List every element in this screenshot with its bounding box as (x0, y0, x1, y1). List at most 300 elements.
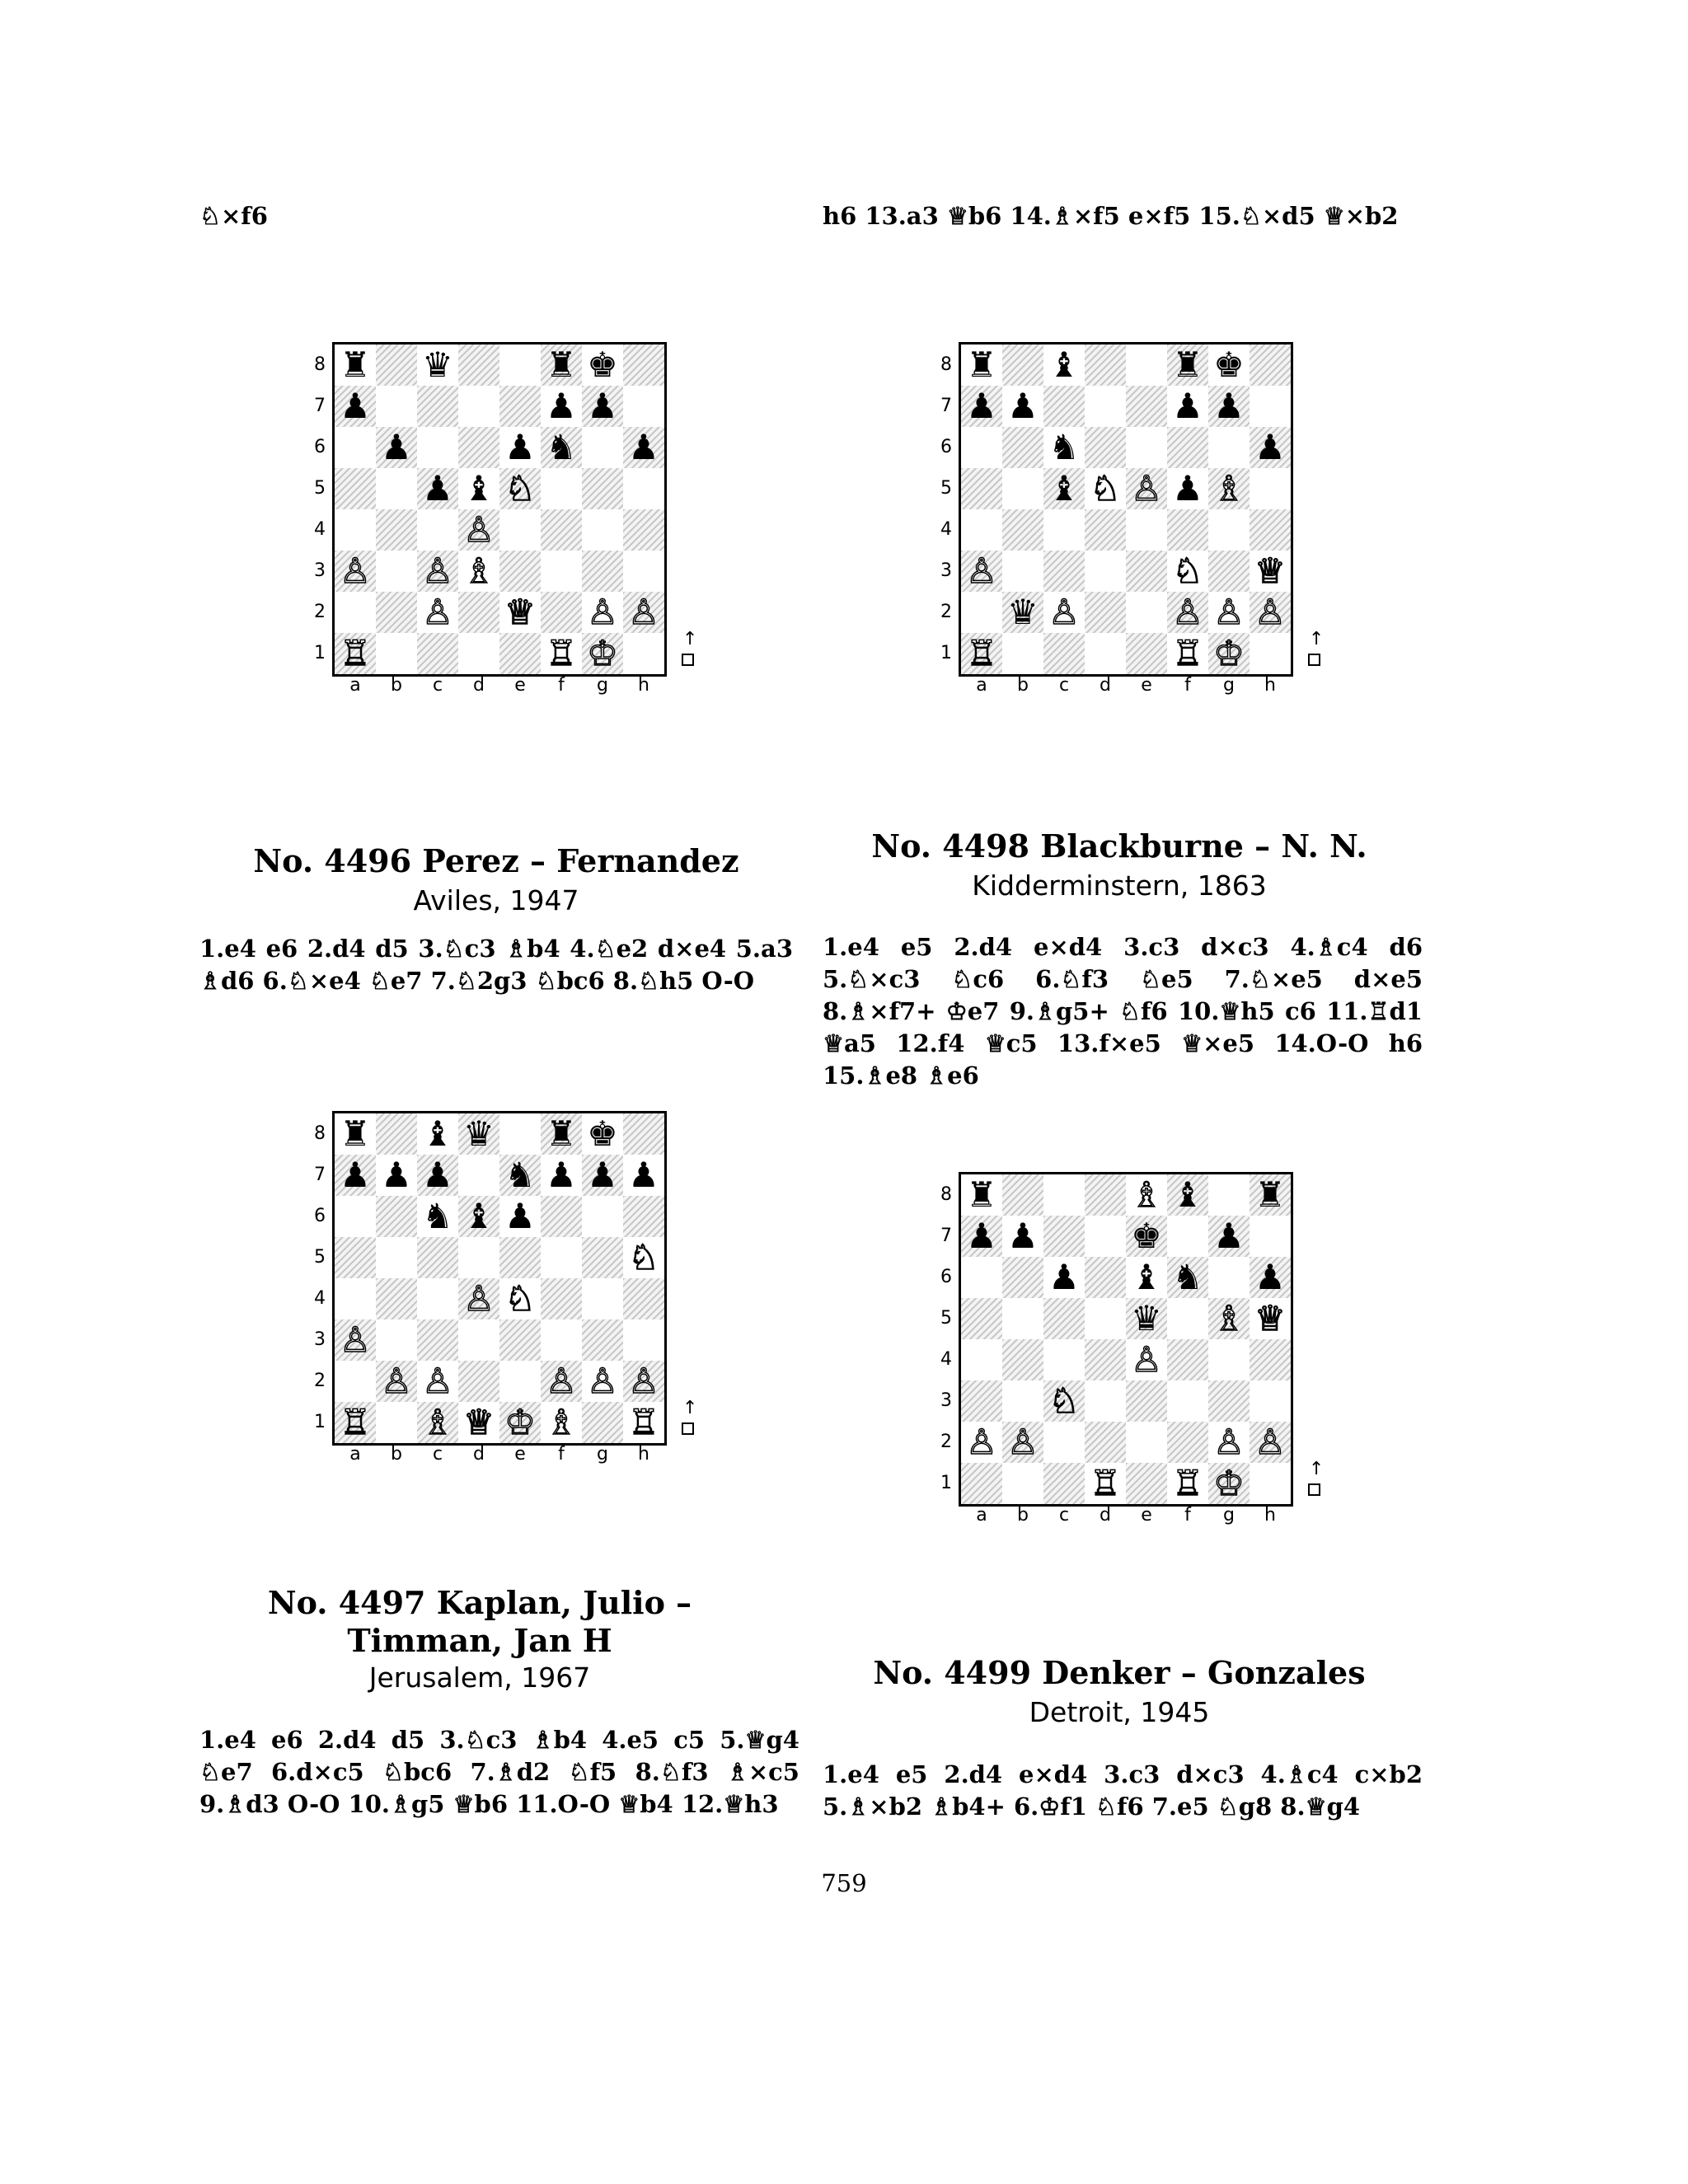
rank-label: 5 (940, 1308, 952, 1329)
white-bishop-icon: ♗ (1213, 468, 1245, 509)
white-rook-icon: ♖ (1172, 633, 1203, 673)
white-king-icon: ♔ (1213, 633, 1245, 673)
white-knight-icon: ♘ (504, 468, 536, 509)
board-square (582, 1113, 623, 1155)
game-place-4496: Aviles, 1947 (413, 884, 579, 916)
board-square (458, 1361, 499, 1402)
board-square (1250, 1298, 1291, 1339)
white-pawn-icon: ♙ (966, 551, 997, 591)
board-square (582, 1319, 623, 1361)
board-square (1126, 1463, 1167, 1504)
board-square (1167, 509, 1208, 551)
board-square (335, 468, 376, 509)
board-square (1126, 1257, 1167, 1298)
white-knight-icon: ♘ (628, 1237, 659, 1277)
board-square (541, 1113, 582, 1155)
black-rook-icon: ♜ (1254, 1174, 1286, 1215)
board-square (1085, 1422, 1126, 1463)
board-square (623, 1319, 664, 1361)
file-label: b (391, 1444, 402, 1465)
board-square (1167, 1339, 1208, 1380)
board-square (376, 386, 417, 427)
board-square (1126, 468, 1167, 509)
board-square (1167, 1174, 1208, 1216)
board-square (417, 1196, 458, 1237)
board-square (1167, 1463, 1208, 1504)
board-square (961, 509, 1002, 551)
black-king-icon: ♚ (1213, 344, 1245, 385)
board-square (1208, 1216, 1250, 1257)
board-square (1043, 468, 1085, 509)
board-square (417, 1402, 458, 1443)
board-square (1167, 1216, 1208, 1257)
chess-board (332, 1111, 667, 1446)
board-square (1208, 344, 1250, 386)
board-square (335, 1402, 376, 1443)
board-square (499, 592, 541, 633)
board-square (1085, 633, 1126, 674)
white-rook-icon: ♖ (628, 1402, 659, 1442)
board-square (961, 1216, 1002, 1257)
board-square (458, 1402, 499, 1443)
game-moves-4499: 1.e4 e5 2.d4 e×d4 3.c3 d×c3 4.♗c4 c×b2 5.♗×b2 ♗b4+ 6.♔f1 ♘f6 7.e5 ♘g8 8.♕g4 (823, 1760, 1423, 1821)
board-square (1167, 427, 1208, 468)
board-square (1167, 1298, 1208, 1339)
black-pawn-icon: ♟ (1007, 386, 1039, 426)
rank-label: 6 (314, 437, 326, 457)
black-queen-icon: ♛ (463, 1113, 495, 1154)
board-square (1208, 1422, 1250, 1463)
up-arrow-icon: ↑ (682, 1398, 698, 1418)
board-square (1208, 1463, 1250, 1504)
board-square (1167, 1422, 1208, 1463)
board-square (335, 1361, 376, 1402)
file-labels (332, 1444, 662, 1469)
black-bishop-icon: ♝ (1172, 1174, 1203, 1215)
board-square (1250, 427, 1291, 468)
black-pawn-icon: ♟ (1213, 386, 1245, 426)
board-square (1043, 1216, 1085, 1257)
file-label: f (558, 675, 565, 696)
file-label: h (638, 675, 649, 696)
white-knight-icon: ♘ (504, 1278, 536, 1319)
board-square (1002, 592, 1043, 633)
board-square (582, 344, 623, 386)
square-icon (1308, 654, 1320, 666)
board-square (1002, 427, 1043, 468)
file-label: g (1223, 1505, 1235, 1526)
white-rook-icon: ♖ (1172, 1463, 1203, 1503)
white-pawn-icon: ♙ (1131, 1339, 1162, 1380)
file-labels (959, 675, 1288, 700)
board-square (1085, 1463, 1126, 1504)
board-square (458, 633, 499, 674)
white-pawn-icon: ♙ (422, 1361, 453, 1401)
white-pawn-icon: ♙ (587, 592, 618, 632)
board-square (1126, 1216, 1167, 1257)
file-label: g (597, 1444, 608, 1465)
file-label: c (432, 675, 443, 696)
rank-label: 8 (314, 354, 326, 375)
black-pawn-icon: ♟ (1048, 1257, 1080, 1297)
white-pawn-icon: ♙ (1254, 1422, 1286, 1462)
board-square (1043, 1174, 1085, 1216)
rank-label: 4 (314, 1288, 326, 1309)
rank-label: 2 (940, 1432, 952, 1452)
square-icon (1308, 1483, 1320, 1496)
black-pawn-icon: ♟ (546, 386, 577, 426)
board-square (417, 509, 458, 551)
board-square (417, 386, 458, 427)
board-square (1043, 427, 1085, 468)
file-label: d (1100, 1505, 1111, 1526)
board-square (1250, 1339, 1291, 1380)
rank-label: 7 (314, 396, 326, 416)
black-bishop-icon: ♝ (463, 1196, 495, 1236)
rank-label: 5 (940, 478, 952, 499)
rank-label: 6 (940, 437, 952, 457)
white-bishop-icon: ♗ (422, 1402, 453, 1442)
board-square (1250, 509, 1291, 551)
rank-label: 3 (940, 560, 952, 581)
black-knight-icon: ♞ (546, 427, 577, 467)
board-square (582, 1155, 623, 1196)
board-square (1002, 633, 1043, 674)
board-square (961, 551, 1002, 592)
black-pawn-icon: ♟ (504, 427, 536, 467)
board-square (1043, 633, 1085, 674)
white-queen-icon: ♕ (504, 592, 536, 632)
board-square (961, 1463, 1002, 1504)
board-square (623, 1361, 664, 1402)
board-square (623, 1402, 664, 1443)
black-pawn-icon: ♟ (1254, 427, 1286, 467)
board-square (1085, 1216, 1126, 1257)
board-square (623, 1278, 664, 1319)
black-bishop-icon: ♝ (422, 1113, 453, 1154)
board-square (1085, 1257, 1126, 1298)
board-square (623, 427, 664, 468)
board-square (623, 1113, 664, 1155)
board-square (582, 1402, 623, 1443)
board-square (1167, 551, 1208, 592)
white-pawn-icon: ♙ (1254, 592, 1286, 632)
board-square (376, 509, 417, 551)
file-label: b (1017, 1505, 1029, 1526)
black-rook-icon: ♜ (546, 344, 577, 385)
file-label: a (976, 1505, 987, 1526)
board-square (1002, 551, 1043, 592)
board-square (1250, 1463, 1291, 1504)
black-pawn-icon: ♟ (1007, 1216, 1039, 1256)
rank-label: 7 (940, 1226, 952, 1246)
white-rook-icon: ♖ (1090, 1463, 1121, 1503)
board-square (1250, 1216, 1291, 1257)
board-square (499, 551, 541, 592)
board-square (623, 551, 664, 592)
square-icon (682, 1422, 694, 1435)
board-square (458, 386, 499, 427)
rank-label: 4 (314, 519, 326, 540)
board-square (961, 1339, 1002, 1380)
white-pawn-icon: ♙ (381, 1361, 412, 1401)
board-square (1250, 1174, 1291, 1216)
board-square (335, 1155, 376, 1196)
black-pawn-icon: ♟ (1172, 386, 1203, 426)
board-square (499, 386, 541, 427)
white-knight-icon: ♘ (1090, 468, 1121, 509)
white-bishop-icon: ♗ (463, 551, 495, 591)
file-label: e (1141, 1505, 1152, 1526)
file-label: f (558, 1444, 565, 1465)
board-square (1085, 468, 1126, 509)
board-square (1085, 386, 1126, 427)
board-square (458, 551, 499, 592)
board-square (1043, 592, 1085, 633)
board-square (1002, 1463, 1043, 1504)
board-square (1208, 386, 1250, 427)
board-square (376, 592, 417, 633)
board-square (1085, 1380, 1126, 1422)
board-square (961, 592, 1002, 633)
white-to-move-indicator (678, 629, 698, 672)
square-icon (682, 654, 694, 666)
board-square (335, 551, 376, 592)
black-pawn-icon: ♟ (966, 1216, 997, 1256)
game-title-4497: No. 4497 Kaplan, Julio – Timman, Jan H (267, 1584, 692, 1659)
white-bishop-icon: ♗ (1131, 1174, 1162, 1215)
black-knight-icon: ♞ (504, 1155, 536, 1195)
rank-label: 4 (940, 1349, 952, 1370)
board-square (582, 592, 623, 633)
black-bishop-icon: ♝ (463, 468, 495, 509)
white-pawn-icon: ♙ (340, 1319, 371, 1360)
board-square (1126, 509, 1167, 551)
board-square (417, 1155, 458, 1196)
black-rook-icon: ♜ (966, 1174, 997, 1215)
white-pawn-icon: ♙ (463, 509, 495, 550)
board-square (1208, 1257, 1250, 1298)
board-square (1167, 592, 1208, 633)
rank-label: 2 (314, 602, 326, 622)
rank-label: 7 (314, 1165, 326, 1185)
board-square (582, 1361, 623, 1402)
board-square (376, 1361, 417, 1402)
board-square (1167, 386, 1208, 427)
white-rook-icon: ♖ (340, 633, 371, 673)
board-square (541, 1155, 582, 1196)
up-arrow-icon: ↑ (1309, 629, 1325, 649)
game-place-4497: Jerusalem, 1967 (368, 1661, 591, 1694)
board-square (1250, 1257, 1291, 1298)
board-square (1043, 551, 1085, 592)
black-bishop-icon: ♝ (1048, 344, 1080, 385)
file-label: a (976, 675, 987, 696)
board-square (499, 1319, 541, 1361)
board-square (376, 1196, 417, 1237)
board-square (458, 592, 499, 633)
black-knight-icon: ♞ (1172, 1257, 1203, 1297)
black-bishop-icon: ♝ (1131, 1257, 1162, 1297)
board-square (1250, 386, 1291, 427)
rank-label: 2 (314, 1371, 326, 1391)
board-square (582, 427, 623, 468)
board-square (1250, 633, 1291, 674)
board-square (541, 1237, 582, 1278)
file-label: h (1264, 1505, 1276, 1526)
white-king-icon: ♔ (587, 633, 618, 673)
rank-label: 5 (314, 478, 326, 499)
board-square (499, 1113, 541, 1155)
board-square (417, 344, 458, 386)
board-square (541, 468, 582, 509)
board-square (1043, 1463, 1085, 1504)
board-square (623, 386, 664, 427)
file-label: b (1017, 675, 1029, 696)
board-square (376, 344, 417, 386)
board-square (376, 633, 417, 674)
board-square (417, 1113, 458, 1155)
board-square (623, 509, 664, 551)
white-pawn-icon: ♙ (340, 551, 371, 591)
file-label: c (1058, 675, 1070, 696)
black-king-icon: ♚ (587, 344, 618, 385)
board-square (541, 1196, 582, 1237)
white-pawn-icon: ♙ (463, 1278, 495, 1319)
board-square (1167, 1380, 1208, 1422)
board-square (458, 1155, 499, 1196)
board-square (541, 344, 582, 386)
file-label: h (1264, 675, 1276, 696)
board-square (1126, 551, 1167, 592)
board-square (1043, 1298, 1085, 1339)
black-rook-icon: ♜ (546, 1113, 577, 1154)
board-square (499, 1278, 541, 1319)
black-pawn-icon: ♟ (546, 1155, 577, 1195)
file-label: d (1100, 675, 1111, 696)
board-square (1250, 344, 1291, 386)
board-square (1208, 427, 1250, 468)
file-labels (959, 1505, 1288, 1530)
board-square (1126, 1380, 1167, 1422)
rank-label: 7 (940, 396, 952, 416)
white-pawn-icon: ♙ (628, 1361, 659, 1401)
black-rook-icon: ♜ (340, 344, 371, 385)
white-pawn-icon: ♙ (546, 1361, 577, 1401)
board-square (1126, 1339, 1167, 1380)
board-square (417, 1278, 458, 1319)
game-title-4496: No. 4496 Perez – Fernandez (253, 842, 739, 879)
board-square (1126, 1422, 1167, 1463)
board-square (417, 592, 458, 633)
rank-label: 1 (314, 1412, 326, 1432)
board-square (499, 1402, 541, 1443)
board-square (417, 1319, 458, 1361)
black-pawn-icon: ♟ (422, 1155, 453, 1195)
board-square (541, 1402, 582, 1443)
white-knight-icon: ♘ (1048, 1380, 1080, 1421)
board-square (335, 1196, 376, 1237)
board-square (458, 468, 499, 509)
board-square (961, 1174, 1002, 1216)
rank-label: 1 (314, 643, 326, 663)
board-square (458, 1278, 499, 1319)
board-square (499, 1361, 541, 1402)
white-pawn-icon: ♙ (587, 1361, 618, 1401)
board-square (335, 1278, 376, 1319)
black-pawn-icon: ♟ (340, 1155, 371, 1195)
game-place-4498: Kidderminstern, 1863 (972, 869, 1267, 902)
board-square (335, 509, 376, 551)
white-queen-icon: ♕ (463, 1402, 495, 1442)
board-square (417, 468, 458, 509)
board-square (376, 468, 417, 509)
white-pawn-icon: ♙ (422, 551, 453, 591)
board-square (1126, 1174, 1167, 1216)
board-square (1002, 386, 1043, 427)
white-pawn-icon: ♙ (1213, 1422, 1245, 1462)
white-to-move-indicator (1305, 1459, 1325, 1502)
rank-label: 2 (940, 602, 952, 622)
white-rook-icon: ♖ (546, 633, 577, 673)
rank-label: 8 (940, 1184, 952, 1205)
board-square (1208, 1339, 1250, 1380)
black-bishop-icon: ♝ (1048, 468, 1080, 509)
board-square (961, 1380, 1002, 1422)
rank-label: 6 (940, 1267, 952, 1287)
board-square (499, 633, 541, 674)
board-square (1043, 509, 1085, 551)
board-square (335, 1113, 376, 1155)
board-square (582, 386, 623, 427)
black-pawn-icon: ♟ (628, 427, 659, 467)
black-pawn-icon: ♟ (340, 386, 371, 426)
board-square (1085, 344, 1126, 386)
left-continuation-moves: ♘×f6 (199, 202, 268, 230)
board-square (499, 1155, 541, 1196)
board-square (1085, 551, 1126, 592)
white-king-icon: ♔ (504, 1402, 536, 1442)
white-rook-icon: ♖ (340, 1402, 371, 1442)
board-square (499, 427, 541, 468)
board-square (458, 1113, 499, 1155)
file-label: c (432, 1444, 443, 1465)
board-square (1085, 509, 1126, 551)
board-square (417, 633, 458, 674)
game-moves-4498: 1.e4 e5 2.d4 e×d4 3.c3 d×c3 4.♗c4 d6 5.♘×c3 ♘c6 6.♘f3 ♘e5 7.♘×e5 d×e5 8.♗×f7+ ♔e7 9.♗g5+ ♘f6 10.♕h5 c6 11.♖d1 ♕a5 12.f4 ♕c5 13.f×e5 ♕×e5 14.O-O h6 15.♗e8 ♗e6 (823, 933, 1423, 1090)
black-rook-icon: ♜ (340, 1113, 371, 1154)
board-square (961, 1422, 1002, 1463)
white-bishop-icon: ♗ (546, 1402, 577, 1442)
board-square (1250, 551, 1291, 592)
white-king-icon: ♔ (1213, 1463, 1245, 1503)
board-square (458, 1237, 499, 1278)
board-square (961, 427, 1002, 468)
board-square (1043, 1380, 1085, 1422)
board-square (335, 1237, 376, 1278)
up-arrow-icon: ↑ (682, 629, 698, 649)
board-square (499, 1237, 541, 1278)
board-square (1208, 468, 1250, 509)
white-queen-icon: ♕ (1254, 551, 1286, 591)
right-continuation-moves: h6 13.a3 ♕b6 14.♗×f5 e×f5 15.♘×d5 ♕×b2 (823, 202, 1399, 230)
white-pawn-icon: ♙ (628, 592, 659, 632)
white-pawn-icon: ♙ (1213, 592, 1245, 632)
board-square (458, 1196, 499, 1237)
board-square (623, 1155, 664, 1196)
file-label: h (638, 1444, 649, 1465)
board-square (458, 344, 499, 386)
